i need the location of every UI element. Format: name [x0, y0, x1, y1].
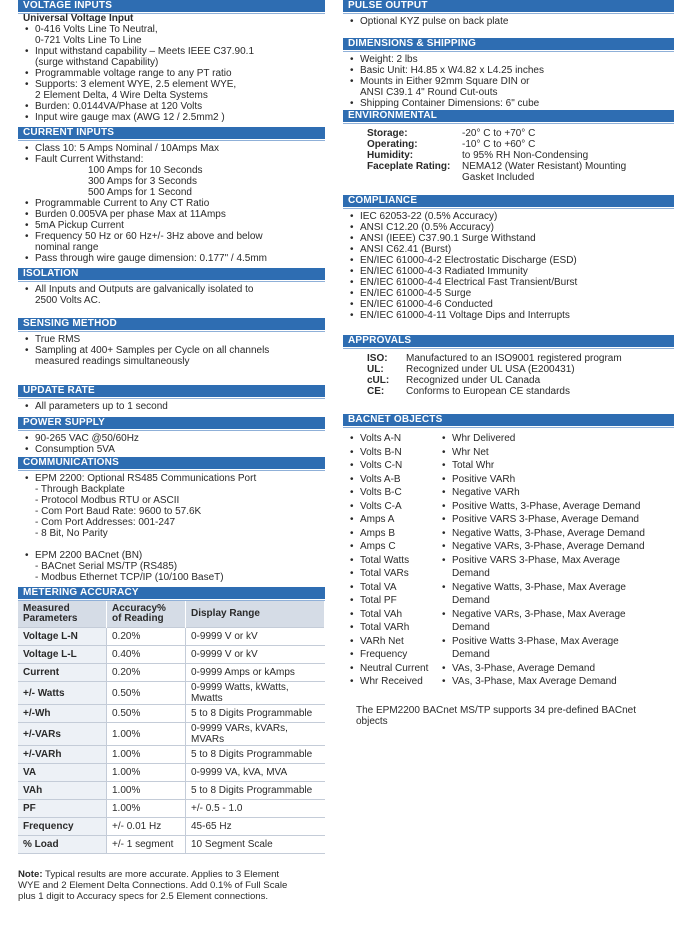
- list-item-line: nominal range: [35, 242, 99, 253]
- table-row: [18, 682, 325, 705]
- param-cell: VAh: [18, 782, 107, 800]
- approval-label: ISO:: [367, 353, 388, 364]
- update-rate-section: [18, 398, 325, 412]
- list-item: [343, 16, 674, 27]
- list-item-line: • VARh Net: [360, 635, 404, 647]
- list-item: [435, 527, 674, 541]
- list-item-line: • VAs, 3-Phase, Max Average Demand: [452, 676, 617, 687]
- list-item-line: 2 Element Delta, 4 Wire Delta Systems: [35, 90, 208, 101]
- range-cell: 0-9999 Watts, kWatts, Mwatts: [186, 682, 325, 705]
- list-item-line: • Mounts in Either 92mm Square DIN or: [360, 76, 530, 87]
- env-row: [367, 150, 674, 161]
- table-row: [18, 800, 325, 818]
- list-item: [18, 209, 325, 220]
- env-value-line: Gasket Included: [462, 172, 535, 183]
- list-item: • Fault Current Withstand:: [18, 154, 325, 165]
- list-item: [343, 98, 674, 109]
- bacnet-objects-header: BACNET OBJECTS: [343, 414, 674, 427]
- list-item-line: • Negative VARh: [452, 487, 520, 498]
- list-item-line: • 90-265 VAC @50/60Hz: [35, 433, 139, 444]
- list-item: [435, 473, 674, 487]
- list-item: [343, 540, 435, 554]
- left-column: [18, 0, 325, 902]
- fault-line: 300 Amps for 3 Seconds: [88, 176, 197, 187]
- list-item-line: • ANSI C12.20 (0.5% Accuracy): [360, 222, 494, 233]
- list-item-line: • ANSI (IEEE) C37.90.1 Surge Withstand: [360, 233, 536, 244]
- list-item-line: • Positive Watts 3-Phase, Max Average: [452, 635, 619, 647]
- note-line: plus 1 digit to Accuracy specs for 2.5 Element connections.: [18, 891, 269, 902]
- table-row: [18, 782, 325, 800]
- metering-accuracy-table: [18, 601, 325, 854]
- environmental-header: ENVIRONMENTAL: [343, 110, 674, 123]
- list-item: [435, 608, 674, 635]
- approval-label: CE:: [367, 386, 385, 397]
- list-item-line: • IEC 62053-22 (0.5% Accuracy): [360, 211, 498, 222]
- sub-line: - Protocol Modbus RTU or ASCII: [35, 495, 180, 506]
- sub-line: - 8 Bit, No Parity: [35, 528, 108, 539]
- list-item: [343, 299, 674, 310]
- approval-value: Recognized under UL Canada: [406, 375, 541, 386]
- approvals-header: APPROVALS: [343, 335, 674, 348]
- env-label: Operating:: [367, 139, 418, 150]
- list-item-line: • True RMS: [35, 334, 81, 345]
- list-item-line: • Weight: 2 lbs: [360, 54, 418, 65]
- list-item: [435, 500, 674, 514]
- list-item-line: • EN/IEC 61000-4-2 Electrostatic Discharge (ESD): [360, 255, 577, 266]
- env-value: [462, 139, 535, 150]
- list-item: [343, 432, 435, 446]
- communications-header: COMMUNICATIONS: [18, 457, 325, 470]
- update-rate-header: UPDATE RATE: [18, 385, 325, 398]
- compliance-section: [343, 208, 674, 321]
- param-cell: +/-VARh: [18, 746, 107, 764]
- param-cell: +/- Watts: [18, 682, 107, 705]
- accuracy-cell: 1.00%: [107, 800, 186, 818]
- env-value: [462, 161, 626, 183]
- approvals-section: [343, 348, 674, 397]
- note-label: Note:: [18, 869, 43, 880]
- bacnet-list-left: [343, 432, 435, 689]
- sub-line: - BACnet Serial MS/TP (RS485): [35, 561, 178, 572]
- list-item-line: • Total VARh: [360, 622, 410, 633]
- range-cell: 5 to 8 Digits Programmable: [186, 746, 325, 764]
- accuracy-cell: 1.00%: [107, 746, 186, 764]
- bacnet-note-line: The EPM2200 BACnet MS/TP supports 34 pre-defined BACnet: [356, 704, 636, 716]
- accuracy-cell: 0.50%: [107, 682, 186, 705]
- env-label: Humidity:: [367, 150, 414, 161]
- list-item-line: • Negative VARs, 3-Phase, Average Demand: [452, 541, 645, 552]
- approval-row: [367, 364, 674, 375]
- list-item: [18, 433, 325, 444]
- list-item: [343, 608, 435, 622]
- list-item-line: • Input withstand capability – Meets IEEE C37.90.1: [35, 46, 255, 57]
- list-item-line: • Amps B: [360, 527, 396, 539]
- list-item: [18, 101, 325, 112]
- list-item-line: ANSI C39.1 4" Round Cut-outs: [360, 87, 498, 98]
- list-item-line: • Volts B-C: [360, 487, 402, 498]
- range-cell: 45-65 Hz: [186, 818, 325, 836]
- list-item: [343, 266, 674, 277]
- list-item-line: • Burden 0.005VA per phase Max at 11Amps: [35, 209, 226, 220]
- sub-line: - Through Backplate: [35, 484, 125, 495]
- list-item-line: • Positive VARS 3-Phase, Max Average: [452, 554, 621, 566]
- list-item-line: • Shipping Container Dimensions: 6" cube: [360, 98, 540, 109]
- bacnet-note-line: objects: [356, 715, 388, 727]
- list-item-line: • Total PF: [360, 595, 397, 606]
- list-item-line: • Amps C: [360, 541, 396, 552]
- list-item-line: • Burden: 0.0144VA/Phase at 120 Volts: [35, 101, 203, 112]
- comms-sublist-2: [18, 561, 325, 583]
- list-item: [18, 112, 325, 123]
- list-item-line: • Total VA: [360, 581, 397, 593]
- list-item: [343, 513, 435, 527]
- param-cell: Frequency: [18, 818, 107, 836]
- accuracy-cell: 1.00%: [107, 764, 186, 782]
- list-item-line: • Negative VARs, 3-Phase, Max Average: [452, 608, 626, 620]
- param-cell: VA: [18, 764, 107, 782]
- table-row: [18, 664, 325, 682]
- list-item-line: • All Inputs and Outputs are galvanically isolated to: [35, 284, 254, 295]
- pulse-output-section: [343, 13, 674, 27]
- list-item-line: • Frequency: [360, 649, 408, 660]
- list-item: [435, 459, 674, 473]
- approval-row: [367, 375, 674, 386]
- list-item-line: • Volts C-A: [360, 500, 402, 512]
- list-item-line: • EN/IEC 61000-4-4 Electrical Fast Transient/Burst: [360, 277, 578, 288]
- list-item: • EPM 2200 BACnet (BN): [18, 550, 325, 561]
- list-item: [343, 581, 435, 595]
- accuracy-cell: 1.00%: [107, 723, 186, 746]
- list-item-line: • Positive VARS 3-Phase, Average Demand: [452, 514, 639, 525]
- list-item-line: • Neutral Current: [360, 662, 429, 674]
- list-item: [343, 255, 674, 266]
- note-line: Typical results are more accurate. Applies to 3 Element: [42, 869, 280, 880]
- dimensions-header: DIMENSIONS & SHIPPING: [343, 38, 674, 51]
- accuracy-cell: 0.20%: [107, 628, 186, 646]
- list-item: [18, 198, 325, 209]
- list-item: [435, 635, 674, 662]
- list-item: [18, 24, 325, 46]
- list-item: [343, 675, 435, 689]
- isolation-section: [18, 281, 325, 306]
- list-item: [343, 662, 435, 676]
- list-item-line: • Amps A: [360, 514, 395, 525]
- env-label: Storage:: [367, 128, 408, 139]
- list-item: [435, 513, 674, 527]
- table-row: [18, 628, 325, 646]
- env-label: Faceplate Rating:: [367, 161, 451, 172]
- env-row: [367, 139, 674, 150]
- list-item: [343, 554, 435, 568]
- table-row: [18, 723, 325, 746]
- list-item: [435, 581, 674, 608]
- list-item: [343, 76, 674, 98]
- bacnet-note: [343, 705, 674, 727]
- sensing-header: SENSING METHOD: [18, 318, 325, 331]
- table-row: [18, 764, 325, 782]
- list-item: [343, 473, 435, 487]
- list-item-line: • EN/IEC 61000-4-5 Surge: [360, 288, 472, 299]
- list-item-line: measured readings simultaneously: [35, 356, 190, 367]
- env-value-line: NEMA12 (Water Resistant) Mounting: [462, 161, 627, 172]
- list-item-line: • Volts A-B: [360, 473, 401, 485]
- list-item: [18, 401, 325, 412]
- table-row: [18, 705, 325, 723]
- list-item-line: • Positive Watts, 3-Phase, Average Demand: [452, 500, 641, 512]
- list-item: [343, 65, 674, 76]
- env-row: [367, 161, 674, 183]
- list-item: • EPM 2200: Optional RS485 Communications Port: [18, 473, 325, 484]
- param-cell: % Load: [18, 836, 107, 854]
- list-item: [18, 79, 325, 101]
- fault-current-list: [18, 165, 325, 198]
- range-cell: 0-9999 V or kV: [186, 646, 325, 664]
- table-row: [18, 746, 325, 764]
- table-row: [18, 836, 325, 854]
- list-item-line: • 5mA Pickup Current: [35, 220, 124, 231]
- list-item-line: • Programmable voltage range to any PT ratio: [35, 68, 232, 79]
- table-row: [18, 818, 325, 836]
- param-cell: PF: [18, 800, 107, 818]
- range-cell: 5 to 8 Digits Programmable: [186, 782, 325, 800]
- accuracy-cell: 0.20%: [107, 664, 186, 682]
- communications-section: [18, 470, 325, 583]
- power-supply-header: POWER SUPPLY: [18, 417, 325, 430]
- list-item-line: • Programmable Current to Any CT Ratio: [35, 198, 210, 209]
- list-item: [18, 46, 325, 68]
- list-item-line: • Whr Delivered: [452, 433, 516, 444]
- compliance-header: COMPLIANCE: [343, 195, 674, 208]
- fault-line: 100 Amps for 10 Seconds: [88, 165, 203, 176]
- list-item: [343, 621, 435, 635]
- list-item: [343, 288, 674, 299]
- voltage-inputs-section: [18, 13, 325, 123]
- fault-line: 500 Amps for 1 Second: [88, 187, 192, 198]
- env-value-line: -10° C to +60° C: [462, 139, 536, 150]
- list-item-line: Demand: [452, 595, 490, 606]
- range-cell: +/- 0.5 - 1.0: [186, 800, 325, 818]
- bacnet-objects-section: [343, 427, 674, 689]
- list-item: [435, 662, 674, 676]
- voltage-subtitle: Universal Voltage Input: [23, 13, 134, 24]
- list-item-line: (surge withstand Capability): [35, 57, 159, 68]
- param-cell: Current: [18, 664, 107, 682]
- voltage-inputs-header: VOLTAGE INPUTS: [18, 0, 325, 13]
- dimensions-section: [343, 51, 674, 109]
- list-item-line: • EN/IEC 61000-4-11 Voltage Dips and Interrupts: [360, 310, 570, 321]
- note-line: WYE and 2 Element Delta Connections. Add 0.1% of Full Scale: [18, 880, 288, 891]
- approval-row: [367, 353, 674, 364]
- range-cell: 5 to 8 Digits Programmable: [186, 705, 325, 723]
- voltage-list: [18, 24, 325, 123]
- sensing-section: [18, 331, 325, 367]
- list-item: [343, 486, 435, 500]
- sensing-list: [18, 334, 325, 367]
- list-item: [18, 284, 325, 306]
- list-item: [343, 244, 674, 255]
- list-item-line: • Total Whr: [452, 460, 495, 471]
- env-value: [462, 128, 535, 139]
- list-item: [343, 648, 435, 662]
- bacnet-list-right: [435, 432, 674, 689]
- approval-label: cUL:: [367, 375, 390, 386]
- list-item-line: • ANSI C62.41 (Burst): [360, 244, 452, 255]
- environmental-section: [343, 123, 674, 183]
- accuracy-cell: 0.40%: [107, 646, 186, 664]
- approval-row: [367, 386, 674, 397]
- table-header-row: [18, 601, 325, 628]
- list-item: [18, 345, 325, 367]
- list-item: [343, 567, 435, 581]
- list-item-line: • Volts A-N: [360, 433, 402, 444]
- list-item: [343, 500, 435, 514]
- list-item-line: Demand: [452, 568, 490, 579]
- list-item-line: • VAs, 3-Phase, Average Demand: [452, 662, 596, 674]
- list-item: [435, 675, 674, 689]
- list-item: [343, 211, 674, 222]
- list-item: [343, 222, 674, 233]
- approval-value: Manufactured to an ISO9001 registered program: [406, 353, 622, 364]
- current-list: [18, 198, 325, 264]
- list-item-line: • Volts B-N: [360, 446, 402, 458]
- range-cell: 0-9999 VARs, kVARs, MVARs: [186, 723, 325, 746]
- list-item: [343, 233, 674, 244]
- list-item-line: • Input wire gauge max (AWG 12 / 2.5mm2 ): [35, 112, 225, 123]
- param-cell: +/-VARs: [18, 723, 107, 746]
- param-cell: Voltage L-N: [18, 628, 107, 646]
- isolation-list: [18, 284, 325, 306]
- list-item: [18, 68, 325, 79]
- table-row: [18, 646, 325, 664]
- list-item: [18, 444, 325, 455]
- list-item: [343, 54, 674, 65]
- env-row: [367, 128, 674, 139]
- pulse-list: [343, 16, 674, 27]
- isolation-header: ISOLATION: [18, 268, 325, 281]
- list-item-line: • Optional KYZ pulse on back plate: [360, 16, 509, 27]
- list-item-line: • Negative Watts, 3-Phase, Average Demand: [452, 527, 645, 539]
- col-header-parameters: Measured Parameters: [18, 601, 107, 628]
- list-item-line: • Positive VARh: [452, 473, 516, 485]
- list-item: [18, 231, 325, 253]
- list-item-line: Demand: [452, 649, 490, 660]
- list-item: [18, 220, 325, 231]
- sub-line: - Com Port Addresses: 001-247: [35, 517, 176, 528]
- param-cell: Voltage L-L: [18, 646, 107, 664]
- list-item-line: • 0-416 Volts Line To Neutral,: [35, 24, 158, 35]
- list-item-line: • Total VARs: [360, 568, 409, 579]
- list-item: [18, 334, 325, 345]
- list-item: [343, 310, 674, 321]
- accuracy-cell: +/- 0.01 Hz: [107, 818, 186, 836]
- list-item: [343, 635, 435, 649]
- env-value-line: -20° C to +70° C: [462, 128, 536, 139]
- list-item: [435, 446, 674, 460]
- list-item-line: • All parameters up to 1 second: [35, 401, 168, 412]
- sub-line: - Modbus Ethernet TCP/IP (10/100 BaseT): [35, 572, 224, 583]
- list-item-line: • EN/IEC 61000-4-6 Conducted: [360, 299, 493, 310]
- update-list: [18, 401, 325, 412]
- list-item: [343, 594, 435, 608]
- list-item-line: • Total VAh: [360, 608, 403, 620]
- range-cell: 0-9999 V or kV: [186, 628, 325, 646]
- list-item-line: 2500 Volts AC.: [35, 295, 101, 306]
- list-item: [343, 527, 435, 541]
- list-item: [435, 432, 674, 446]
- current-inputs-header: CURRENT INPUTS: [18, 127, 325, 140]
- approval-value: Conforms to European CE standards: [406, 386, 570, 397]
- approval-value: Recognized under UL USA (E200431): [406, 364, 575, 375]
- list-item-line: • Total Watts: [360, 554, 410, 566]
- sub-line: - Com Port Baud Rate: 9600 to 57.6K: [35, 506, 202, 517]
- list-item-line: • Whr Net: [452, 446, 489, 458]
- range-cell: 0-9999 VA, kVA, MVA: [186, 764, 325, 782]
- env-value-line: to 95% RH Non-Condensing: [462, 150, 589, 161]
- list-item: [18, 253, 325, 264]
- list-item: [343, 459, 435, 473]
- list-item: • Class 10: 5 Amps Nominal / 10Amps Max: [18, 143, 325, 154]
- range-cell: 0-9999 Amps or kAmps: [186, 664, 325, 682]
- col-header-accuracy: Accuracy% of Reading: [107, 601, 186, 628]
- power-list: [18, 433, 325, 455]
- list-item-line: • Basic Unit: H4.85 x W4.82 x L4.25 inches: [360, 65, 544, 76]
- pulse-output-header: PULSE OUTPUT: [343, 0, 674, 13]
- list-item-line: Demand: [452, 622, 490, 633]
- list-item: [435, 540, 674, 554]
- accuracy-cell: +/- 1 segment: [107, 836, 186, 854]
- list-item-line: • Negative Watts, 3-Phase, Max Average: [452, 581, 626, 593]
- accuracy-cell: 1.00%: [107, 782, 186, 800]
- metering-accuracy-header: METERING ACCURACY: [18, 587, 325, 600]
- param-cell: +/-Wh: [18, 705, 107, 723]
- right-column: [343, 0, 674, 727]
- comms-sublist-1: [18, 484, 325, 539]
- list-item-line: • Supports: 3 element WYE, 2.5 element WYE,: [35, 79, 237, 90]
- col-header-display-range: Display Range: [186, 601, 325, 628]
- list-item: [343, 277, 674, 288]
- list-item-line: 0-721 Volts Line To Line: [35, 35, 142, 46]
- approval-label: UL:: [367, 364, 384, 375]
- list-item-line: • Whr Received: [360, 676, 423, 687]
- list-item-line: • Pass through wire gauge dimension: 0.177" / 4.5mm: [35, 253, 268, 264]
- current-inputs-section: [18, 140, 325, 264]
- accuracy-cell: 0.50%: [107, 705, 186, 723]
- list-item: [435, 486, 674, 500]
- dims-list: [343, 54, 674, 109]
- compliance-list: [343, 211, 674, 321]
- list-item: [435, 554, 674, 581]
- power-supply-section: [18, 430, 325, 455]
- list-item-line: • Frequency 50 Hz or 60 Hz+/- 3Hz above and below: [35, 231, 263, 242]
- list-item-line: • Volts C-N: [360, 460, 403, 471]
- list-item-line: • EN/IEC 61000-4-3 Radiated Immunity: [360, 266, 528, 277]
- list-item-line: • Sampling at 400+ Samples per Cycle on all channels: [35, 345, 270, 356]
- list-item-line: • Consumption 5VA: [35, 444, 115, 455]
- env-value: [462, 150, 588, 161]
- range-cell: 10 Segment Scale: [186, 836, 325, 854]
- metering-note: [18, 869, 325, 902]
- list-item: [343, 446, 435, 460]
